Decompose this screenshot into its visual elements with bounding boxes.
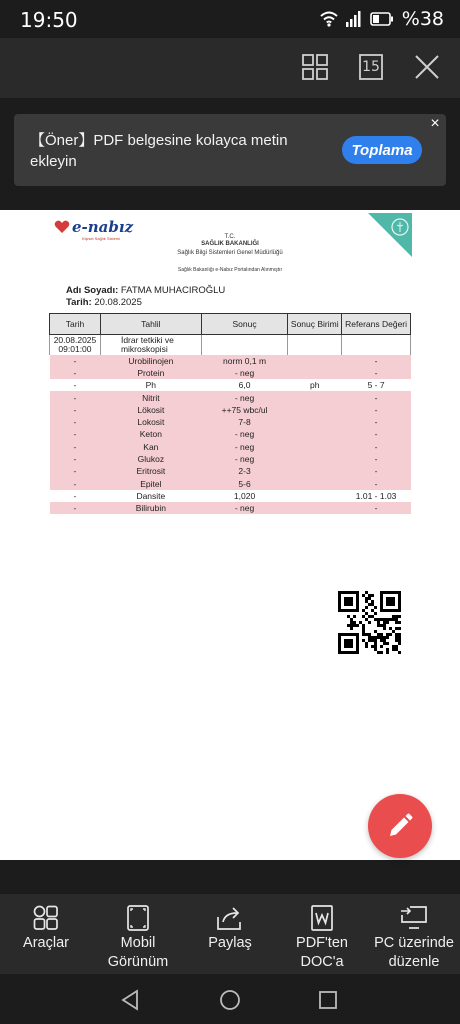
cell-tahlil: Lokosit	[100, 416, 201, 428]
pc-edit-button[interactable]	[368, 894, 460, 974]
cell-birim	[288, 428, 342, 440]
cell-birim	[288, 355, 342, 367]
table-row	[50, 367, 411, 379]
cell-referans: -	[342, 477, 411, 489]
banner-action-button[interactable]: Toplama	[342, 136, 422, 164]
header-tarih: Tarih	[50, 314, 101, 335]
back-icon[interactable]	[118, 988, 142, 1012]
close-icon[interactable]	[412, 52, 442, 82]
cell-sonuc: - neg	[201, 502, 288, 514]
cell-sonuc: 5-6	[201, 477, 288, 489]
grid-icon[interactable]	[300, 52, 330, 82]
pdf-to-doc-label: PDF'ten DOC'a	[296, 935, 348, 970]
top-toolbar	[0, 38, 460, 98]
cell-sonuc: - neg	[201, 428, 288, 440]
cell-sonuc: - neg	[201, 441, 288, 453]
cell-tahlil: Ph	[100, 379, 201, 391]
cell-referans: -	[342, 391, 411, 403]
cell-birim	[288, 453, 342, 465]
cell-birim	[288, 490, 342, 502]
cell-birim	[288, 465, 342, 477]
home-icon[interactable]	[218, 988, 242, 1012]
cell-referans: -	[342, 416, 411, 428]
pc-edit-icon	[400, 904, 428, 932]
ministry-seal-icon	[368, 213, 412, 257]
header-directorate: Sağlık Bilgi Sistemleri Genel Müdürlüğü	[177, 250, 283, 256]
cell-sonuc: - neg	[201, 391, 288, 403]
cell-tarih: -	[50, 404, 101, 416]
table-row	[50, 428, 411, 440]
bottom-toolbar	[0, 894, 460, 974]
table-row	[50, 416, 411, 428]
mobile-view-icon	[124, 904, 152, 932]
table-row	[50, 404, 411, 416]
cell-tahlil: Lökosit	[100, 404, 201, 416]
qr-code-icon	[338, 591, 401, 654]
status-bar	[0, 0, 460, 38]
cell-tahlil: İdrar tetkiki ve mikroskopisi	[100, 335, 201, 355]
pc-edit-label: PC üzerinde düzenle	[374, 935, 454, 970]
word-icon	[308, 904, 336, 932]
cell-referans: -	[342, 453, 411, 465]
cell-sonuc: 2-3	[201, 465, 288, 477]
table-row	[50, 441, 411, 453]
share-button[interactable]	[184, 894, 276, 974]
banner-close-icon[interactable]: ×	[430, 115, 440, 132]
cell-sonuc: - neg	[201, 367, 288, 379]
cell-referans: 1.01 - 1.03	[342, 490, 411, 502]
patient-name-line	[66, 285, 225, 296]
patient-name-label: Adı Soyadı:	[66, 285, 119, 296]
table-row	[50, 477, 411, 489]
cell-tarih: -	[50, 416, 101, 428]
patient-date-label: Tarih:	[66, 297, 92, 308]
system-nav-bar	[0, 974, 460, 1024]
cell-referans	[342, 335, 411, 355]
cell-referans: 5 - 7	[342, 379, 411, 391]
cell-tahlil: Urobilinojen	[100, 355, 201, 367]
cell-tarih: -	[50, 379, 101, 391]
battery-icon	[370, 12, 394, 26]
tools-icon	[32, 904, 60, 932]
table-row	[50, 391, 411, 403]
battery-percent: %38	[401, 8, 444, 30]
cell-referans: -	[342, 502, 411, 514]
table-row	[50, 355, 411, 367]
cell-sonuc: 7-8	[201, 416, 288, 428]
header-tc: T.C.	[224, 234, 236, 240]
cell-tahlil: Dansite	[100, 490, 201, 502]
cell-sonuc: - neg	[201, 453, 288, 465]
banner-text: 【Öner】PDF belgesine kolayca metin ekleyin	[30, 132, 288, 170]
cell-sonuc: 1,020	[201, 490, 288, 502]
cell-sonuc	[201, 335, 288, 355]
cell-birim	[288, 367, 342, 379]
tools-button[interactable]	[0, 894, 92, 974]
page-number-icon[interactable]	[356, 52, 386, 82]
table-row	[50, 379, 411, 391]
cell-tahlil: Glukoz	[100, 453, 201, 465]
heart-logo-icon	[54, 220, 70, 234]
cell-tarih: -	[50, 502, 101, 514]
cell-tarih: -	[50, 465, 101, 477]
share-icon	[216, 904, 244, 932]
cell-tarih: -	[50, 441, 101, 453]
promo-banner	[14, 114, 446, 186]
cell-tarih: -	[50, 355, 101, 367]
cell-sonuc: 6,0	[201, 379, 288, 391]
cell-tarih: 20.08.2025 09:01:00	[50, 335, 101, 355]
table-header-row	[50, 314, 411, 335]
patient-date-line	[66, 297, 142, 308]
header-sonuc-birimi: Sonuç Birimi	[288, 314, 342, 335]
logo-text: e-nabız	[72, 218, 134, 236]
cell-birim	[288, 477, 342, 489]
cell-referans: -	[342, 404, 411, 416]
patient-name-value: FATMA MUHACIROĞLU	[120, 285, 226, 296]
pdf-page[interactable]	[0, 210, 460, 860]
wifi-icon	[320, 11, 338, 27]
header-tahlil: Tahlil	[100, 314, 201, 335]
tools-label: Araçlar	[23, 935, 69, 951]
recents-icon[interactable]	[316, 988, 340, 1012]
cell-referans: -	[342, 428, 411, 440]
page-number: 15	[362, 59, 380, 75]
cell-tahlil: Kan	[100, 441, 201, 453]
cell-birim	[288, 335, 342, 355]
cell-referans: -	[342, 355, 411, 367]
cell-tahlil: Epitel	[100, 477, 201, 489]
share-label: Paylaş	[208, 935, 252, 951]
status-icons	[320, 8, 444, 30]
cell-tarih: -	[50, 391, 101, 403]
cell-tarih: -	[50, 477, 101, 489]
cell-tarih: -	[50, 453, 101, 465]
cell-birim	[288, 502, 342, 514]
table-row	[50, 453, 411, 465]
header-referans: Referans Değeri	[342, 314, 411, 335]
table-row	[50, 465, 411, 477]
mobile-view-button[interactable]	[92, 894, 184, 974]
cell-birim	[288, 416, 342, 428]
cell-sonuc: ++75 wbc/ul	[201, 404, 288, 416]
logo-subtitle: Kişisel Sağlık Sistemi	[82, 236, 121, 241]
cell-birim	[288, 441, 342, 453]
cell-referans: -	[342, 441, 411, 453]
cell-tahlil: Eritrosit	[100, 465, 201, 477]
header-ministry: SAĞLIK BAKANLIĞI	[201, 241, 259, 247]
table-row	[50, 335, 411, 355]
mobile-view-label: Mobil Görünüm	[107, 935, 169, 970]
cell-birim: ph	[288, 379, 342, 391]
cell-tarih: -	[50, 490, 101, 502]
pdf-to-doc-button[interactable]	[276, 894, 368, 974]
cell-tarih: -	[50, 428, 101, 440]
cell-tahlil: Keton	[100, 428, 201, 440]
pencil-icon	[386, 812, 414, 840]
cell-tahlil: Bilirubin	[100, 502, 201, 514]
header-sonuc: Sonuç	[201, 314, 288, 335]
results-table	[49, 313, 411, 514]
patient-date-value: 20.08.2025	[94, 297, 142, 308]
cell-tarih: -	[50, 367, 101, 379]
cell-referans: -	[342, 367, 411, 379]
cell-birim	[288, 391, 342, 403]
cell-birim	[288, 404, 342, 416]
cell-sonuc: norm 0,1 m	[201, 355, 288, 367]
header-source: Sağlık Bakanlığı e-Nabız Portalından Alınmıştır	[177, 267, 283, 273]
edit-fab-button[interactable]	[368, 794, 432, 858]
signal-icon	[346, 11, 362, 27]
table-row	[50, 490, 411, 502]
cell-tahlil: Protein	[100, 367, 201, 379]
cell-referans: -	[342, 465, 411, 477]
cell-tahlil: Nitrit	[100, 391, 201, 403]
table-row	[50, 502, 411, 514]
status-time: 19:50	[20, 8, 78, 32]
